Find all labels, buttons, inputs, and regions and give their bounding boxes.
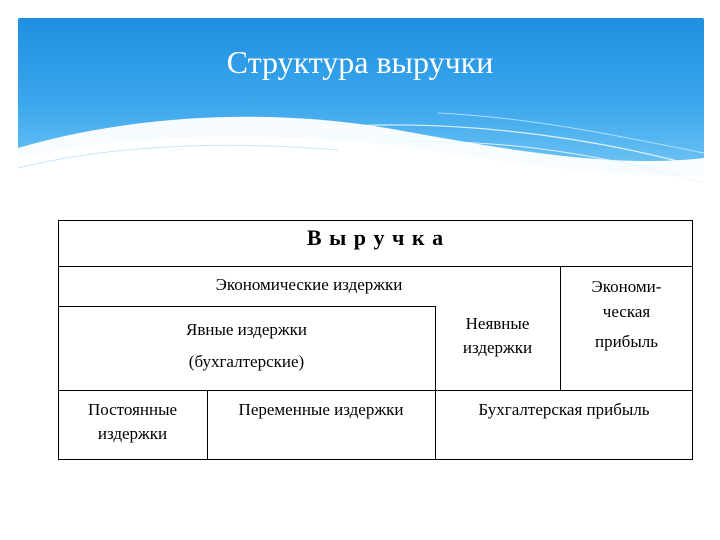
revenue-label: В ы р у ч к а	[306, 225, 445, 250]
explicit-costs-sublabel: (бухгалтерские)	[188, 352, 305, 371]
economic-profit-label-3: прибыль	[594, 332, 658, 351]
economic-profit-label-1: Экономи-	[591, 277, 662, 296]
variable-costs-label: Переменные издержки	[238, 400, 404, 419]
explicit-costs-label: Явные издержки	[186, 320, 307, 339]
row-divider-3	[58, 390, 693, 391]
slide-title: Структура выручки	[226, 44, 494, 80]
row-divider-2	[58, 306, 435, 307]
economic-costs-label: Экономические издержки	[215, 275, 403, 294]
economic-profit-label-2: ческая	[602, 302, 651, 321]
accounting-profit-label: Бухгалтерская прибыль	[478, 400, 650, 419]
fixed-costs-label-2: издержки	[97, 424, 168, 443]
implicit-costs-label-2: издержки	[462, 338, 533, 357]
fixed-costs-label-1: Постоянные	[87, 400, 178, 419]
implicit-costs-label-1: Неявные	[465, 314, 530, 333]
row-divider-1	[58, 266, 693, 267]
